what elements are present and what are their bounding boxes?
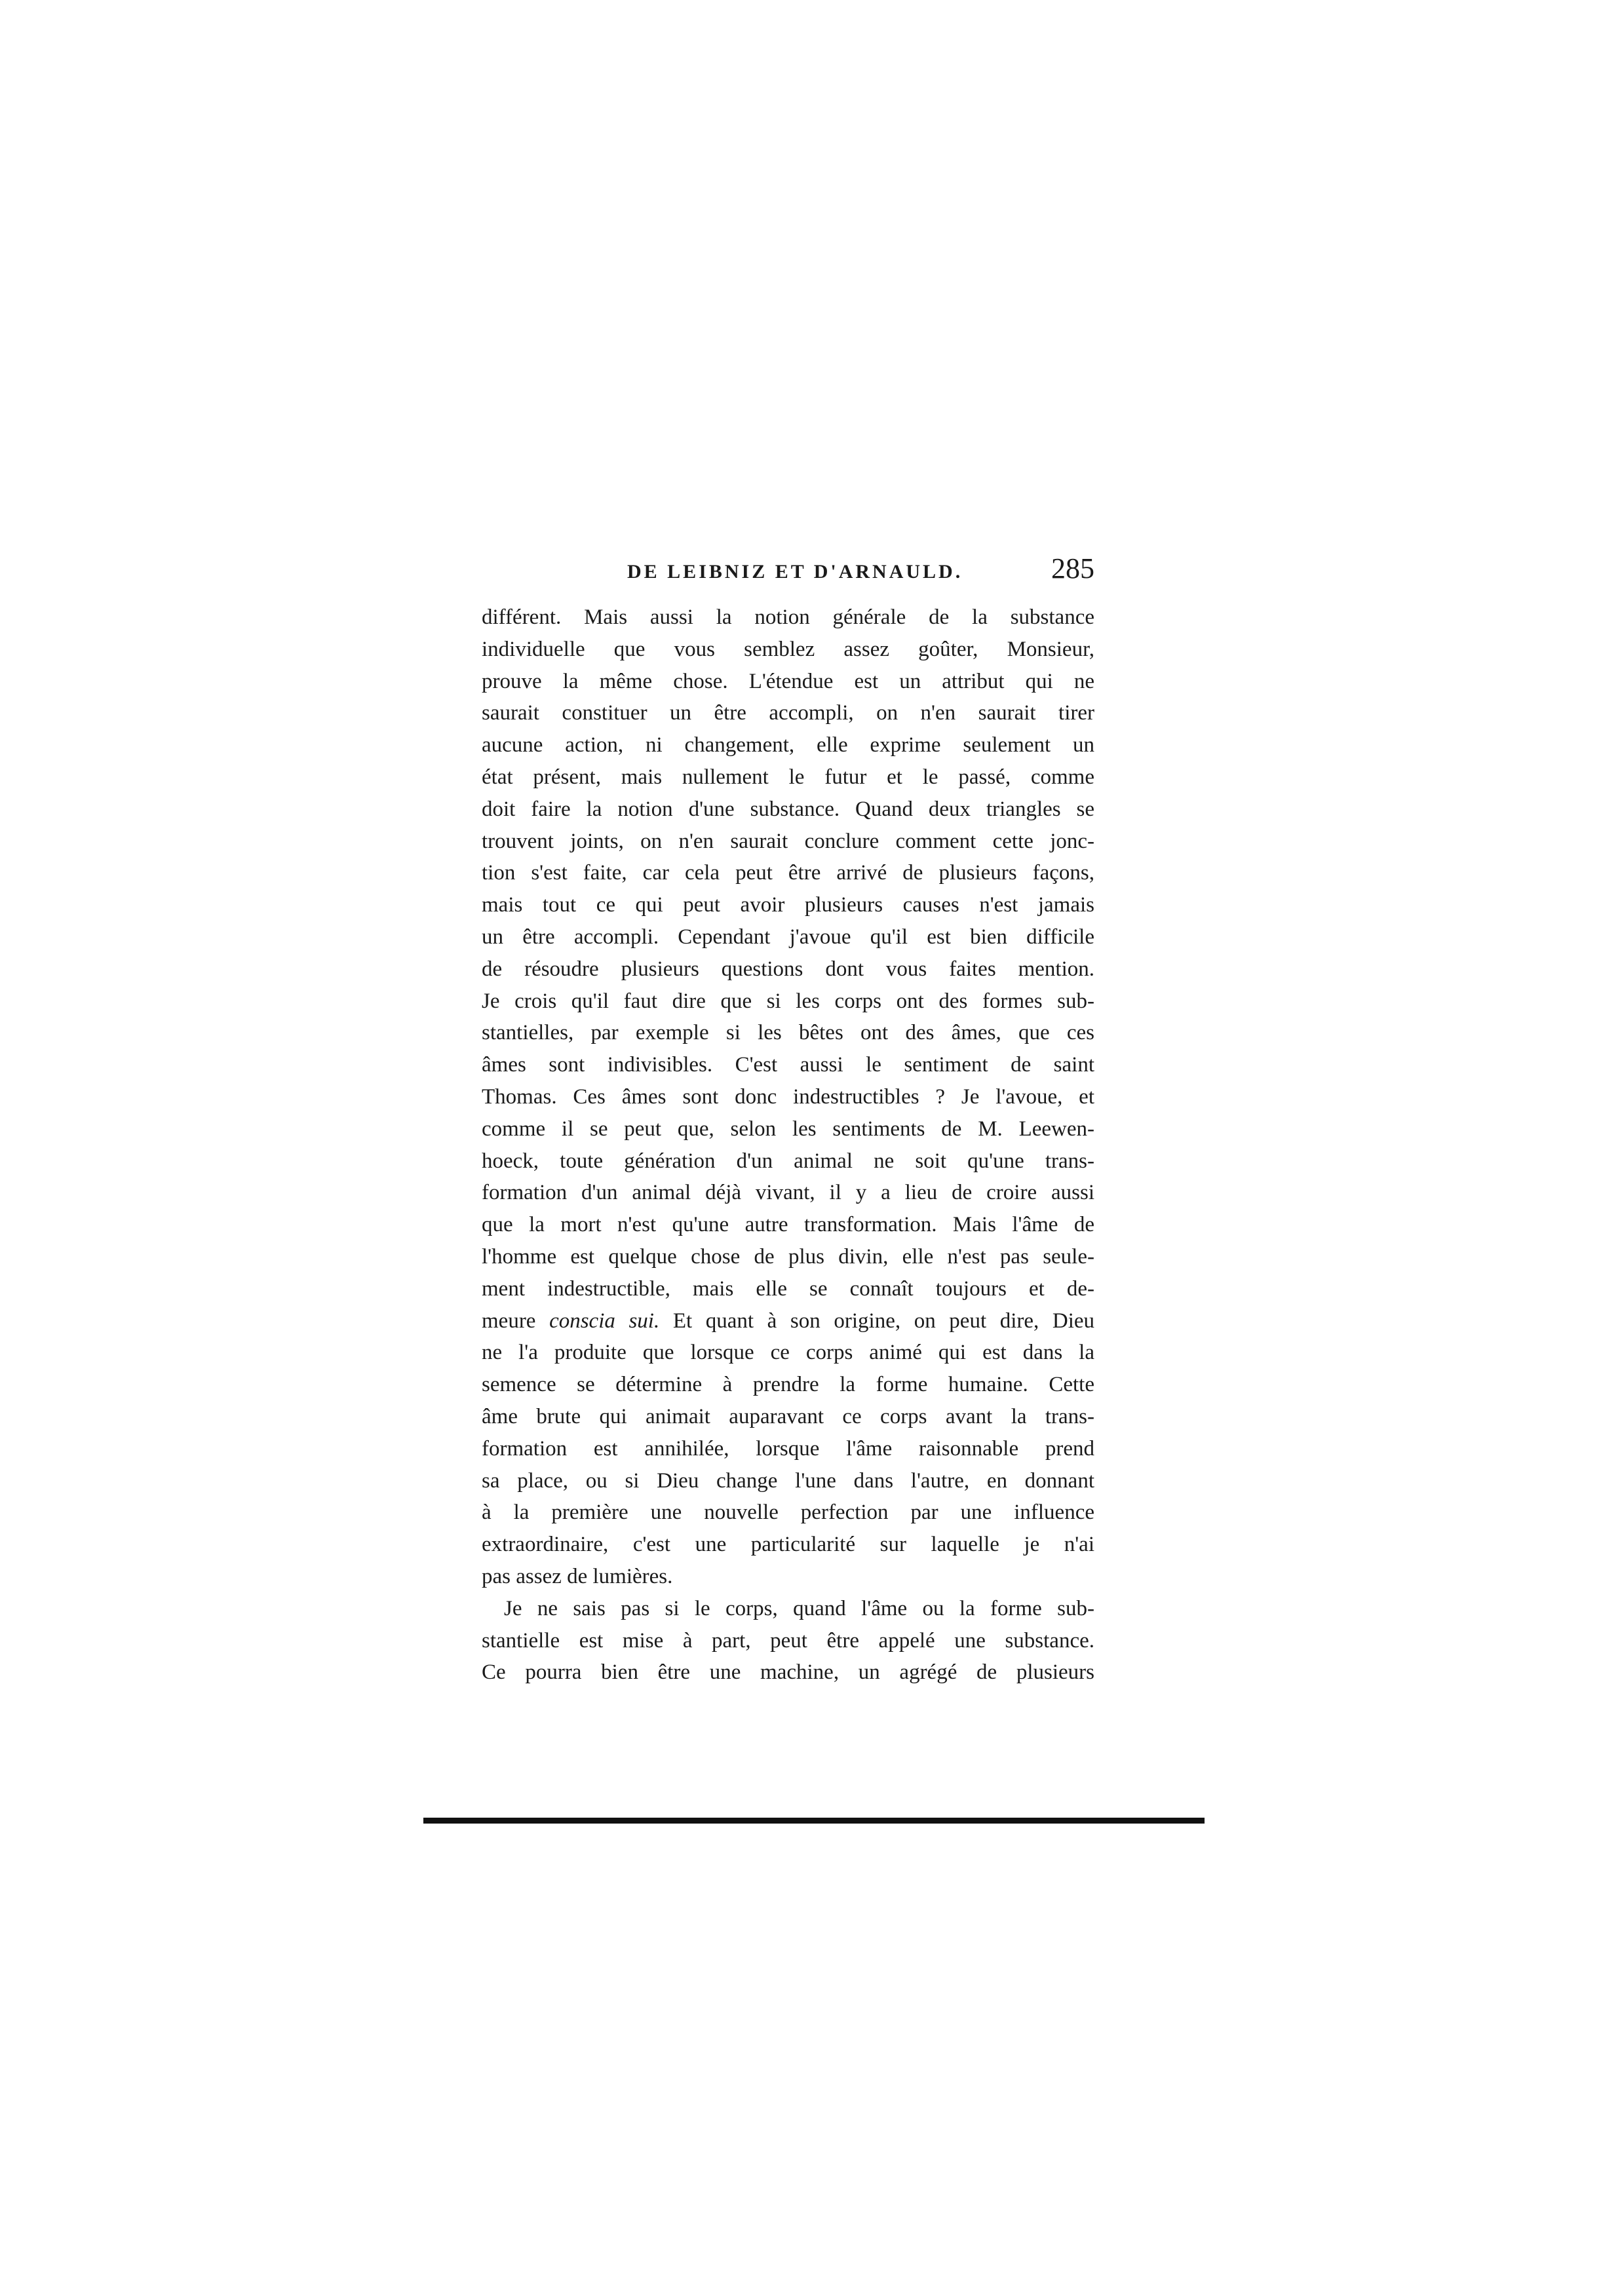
text-line: stantielles, par exemple si les bêtes ont des âmes, que ces — [482, 1021, 1094, 1045]
text-line: Je ne sais pas si le corps, quand l'âme ou la forme sub- — [504, 1596, 1094, 1620]
text-line: trouvent joints, on n'en saurait conclure comment cette jonc- — [482, 829, 1094, 853]
text-line: Je crois qu'il faut dire que si les corps ont des formes sub- — [482, 989, 1094, 1013]
text-line: de résoudre plusieurs questions dont vous faites mention. — [482, 957, 1094, 981]
paragraph-1 — [482, 602, 1094, 1593]
page-number: 285 — [1051, 552, 1094, 584]
text-line: état présent, mais nullement le futur et le passé, comme — [482, 765, 1094, 789]
bottom-rule — [423, 1818, 1205, 1824]
text-line: ment indestructible, mais elle se connaît toujours et de- — [482, 1276, 1094, 1301]
line-prefix: meure — [482, 1309, 536, 1333]
text-line: un être accompli. Cependant j'avoue qu'il est bien difficile — [482, 925, 1094, 949]
text-line: doit faire la notion d'une substance. Quand deux triangles se — [482, 797, 1094, 821]
text-line: sa place, ou si Dieu change l'une dans l'autre, en donnant — [482, 1468, 1094, 1493]
italic-phrase: conscia sui. — [549, 1309, 660, 1333]
text-line: saurait constituer un être accompli, on n'en saurait tirer — [482, 701, 1094, 725]
body-text — [482, 602, 1094, 1689]
text-line: à la première une nouvelle perfection par une influence — [482, 1501, 1094, 1525]
text-line: pas assez de lumières. — [482, 1564, 673, 1588]
running-title: DE LEIBNIZ ET D'ARNAULD. — [627, 561, 963, 583]
text-line: extraordinaire, c'est une particularité sur laquelle je n'ai — [482, 1533, 1094, 1557]
text-line: Ce pourra bien être une machine, un agrégé de plusieurs — [482, 1660, 1094, 1685]
text-line: formation d'un animal déjà vivant, il y a lieu de croire aussi — [482, 1181, 1094, 1205]
text-line: différent. Mais aussi la notion générale de la substance — [482, 605, 1094, 629]
running-head — [482, 552, 1094, 591]
text-line: âmes sont indivisibles. C'est aussi le sentiment de saint — [482, 1053, 1094, 1077]
text-line: hoeck, toute génération d'un animal ne soit qu'une trans- — [482, 1149, 1094, 1173]
text-line: stantielle est mise à part, peut être appelé une substance. — [482, 1628, 1094, 1653]
text-line: tion s'est faite, car cela peut être arrivé de plusieurs façons, — [482, 861, 1094, 885]
text-line: mais tout ce qui peut avoir plusieurs causes n'est jamais — [482, 893, 1094, 917]
text-line: formation est annihilée, lorsque l'âme raisonnable prend — [482, 1436, 1094, 1461]
line-suffix: Et quant à son origine, on peut dire, Dieu — [672, 1309, 1095, 1333]
text-line: comme il se peut que, selon les sentiments de M. Leewen- — [482, 1117, 1094, 1141]
text-line: que la mort n'est qu'une autre transformation. Mais l'âme de — [482, 1213, 1094, 1237]
text-line: Thomas. Ces âmes sont donc indestructibles ? Je l'avoue, et — [482, 1084, 1094, 1109]
text-line: individuelle que vous semblez assez goûter, Monsieur, — [482, 637, 1094, 661]
text-line: l'homme est quelque chose de plus divin, elle n'est pas seule- — [482, 1244, 1094, 1269]
text-line-conscia — [482, 1305, 1094, 1337]
paragraph-2 — [482, 1593, 1094, 1689]
text-line: semence se détermine à prendre la forme humaine. Cette — [482, 1373, 1094, 1397]
text-line: prouve la même chose. L'étendue est un attribut qui ne — [482, 669, 1094, 693]
text-line: aucune action, ni changement, elle exprime seulement un — [482, 733, 1094, 757]
text-line: âme brute qui animait auparavant ce corps avant la trans- — [482, 1404, 1094, 1428]
text-line: ne l'a produite que lorsque ce corps animé qui est dans la — [482, 1341, 1094, 1365]
